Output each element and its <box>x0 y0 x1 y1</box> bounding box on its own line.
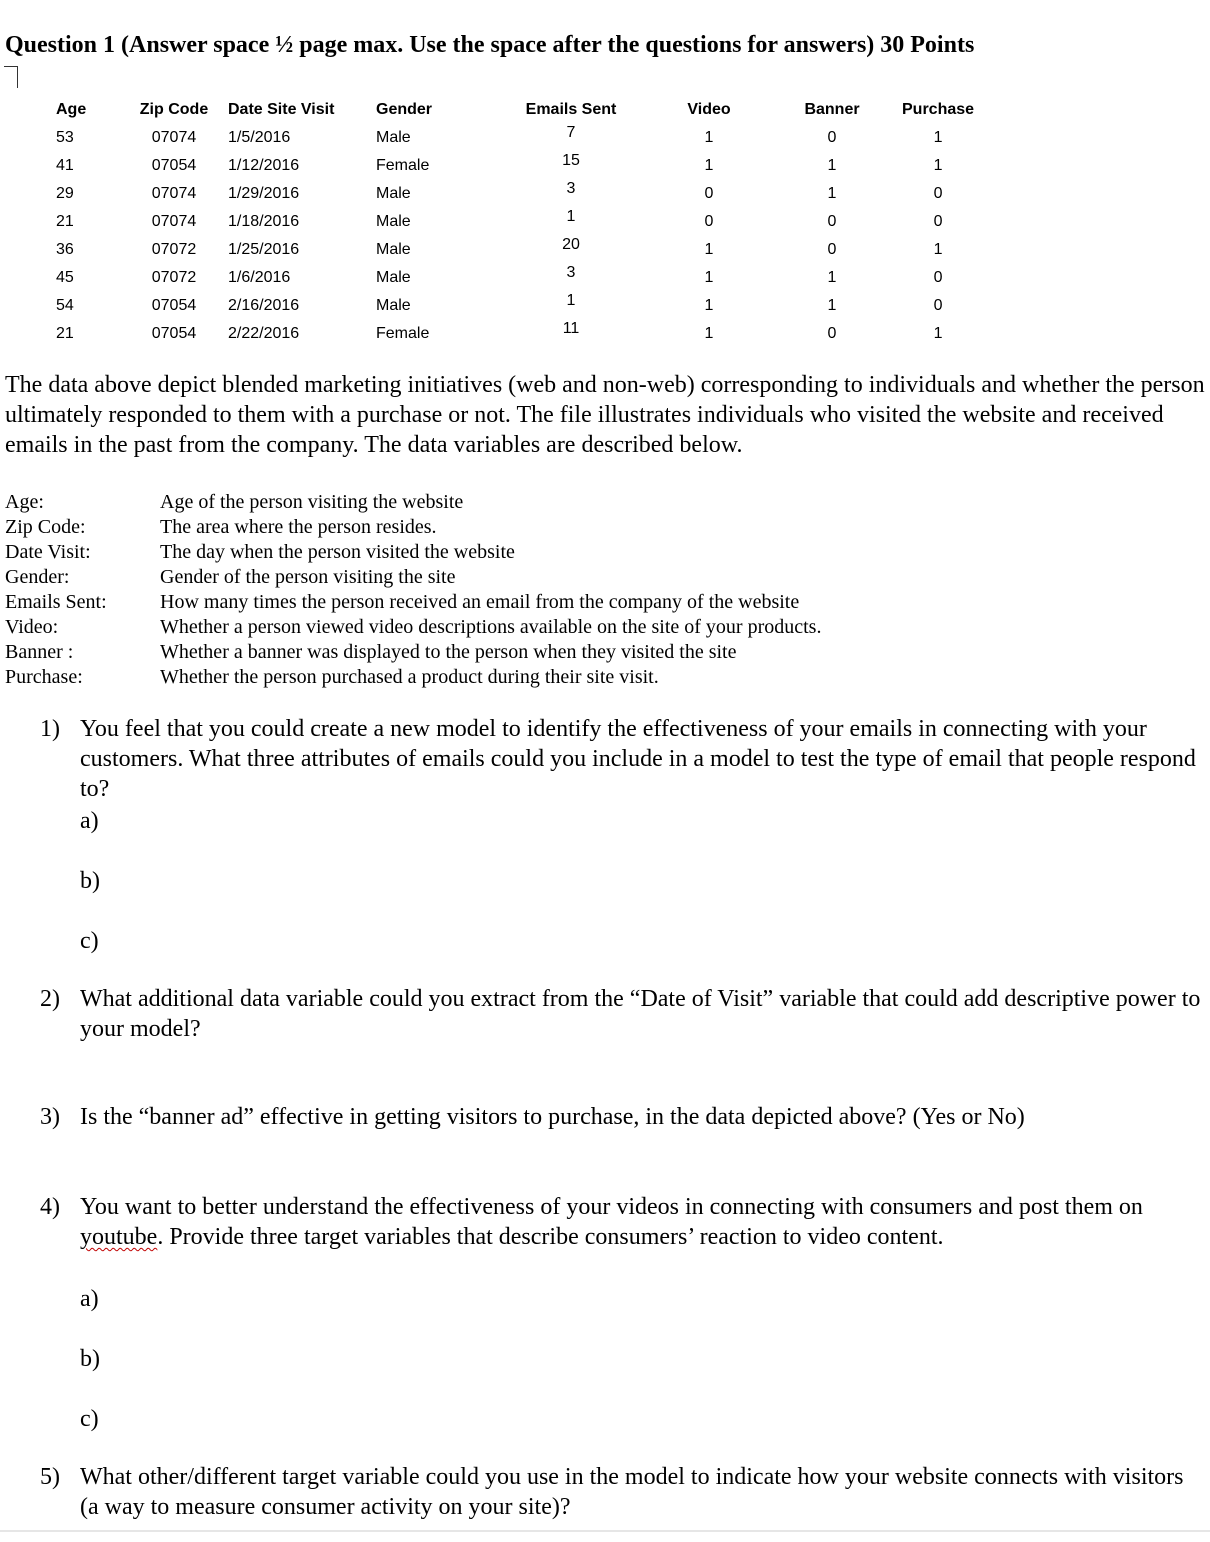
cell-purchase: 1 <box>933 157 943 174</box>
intro-paragraph: The data above depict blended marketing initiatives (web and non-web) corresponding to individuals and whether the person ultimately responded to them with a purchase or not. The file illustrates individuals who visited the website and received emails in the past from the company. The data variables are described below. <box>5 372 1205 458</box>
cell-date-site-visit: 1/5/2016 <box>228 129 291 146</box>
cell-gender: Male <box>376 213 411 230</box>
definition-row <box>5 590 821 615</box>
cell-age: 29 <box>56 185 74 202</box>
cell-gender: Male <box>376 269 411 286</box>
table-row <box>50 180 974 208</box>
cell-video: 0 <box>704 213 714 230</box>
cell-banner: 1 <box>827 157 837 174</box>
question-4-answer-b: b) <box>80 1346 100 1372</box>
cell-zip-code: 07074 <box>151 213 197 230</box>
question-1-text: You feel that you could create a new model to identify the effectiveness of your emails in connecting with your customers. What three attributes of emails could you include in a model to test the type of email that people respond to? <box>80 716 1196 802</box>
question-1-answer-c: c) <box>80 928 99 954</box>
cell-banner: 0 <box>827 213 837 230</box>
question-1 <box>40 714 1205 804</box>
cell-video: 1 <box>704 241 714 258</box>
question-5-number: 5) <box>40 1464 60 1490</box>
cell-date-site-visit: 1/6/2016 <box>228 269 291 286</box>
header-emails-sent: Emails Sent <box>525 101 617 118</box>
table-row <box>50 320 974 348</box>
cell-age: 36 <box>56 241 74 258</box>
question-1-number: 1) <box>40 716 60 742</box>
definition-description: Whether a banner was displayed to the person when they visited the site <box>160 641 737 663</box>
cell-banner: 0 <box>827 129 837 146</box>
cell-age: 53 <box>56 129 74 146</box>
header-purchase: Purchase <box>902 101 975 118</box>
definition-term: Banner : <box>5 641 74 663</box>
cell-age: 21 <box>56 213 74 230</box>
cell-gender: Male <box>376 129 411 146</box>
definition-description: The area where the person resides. <box>160 516 437 538</box>
question-3-text: Is the “banner ad” effective in getting visitors to purchase, in the data depicted above? (Yes or No) <box>80 1104 1025 1130</box>
cell-emails-sent: 1 <box>566 292 576 309</box>
cell-date-site-visit: 2/16/2016 <box>228 297 300 314</box>
cell-zip-code: 07074 <box>151 129 197 146</box>
definition-term: Purchase: <box>5 666 83 688</box>
cell-gender: Male <box>376 185 411 202</box>
question-1-answer-b: b) <box>80 868 100 894</box>
definition-term: Emails Sent: <box>5 591 107 613</box>
definition-row <box>5 540 821 565</box>
question-4-answer-c: c) <box>80 1406 99 1432</box>
cell-video: 1 <box>704 129 714 146</box>
question-5-text: What other/different target variable could you use in the model to indicate how your website connects with visitors (a way to measure consumer activity on your site)? <box>80 1464 1184 1520</box>
header-age: Age <box>56 101 87 118</box>
table-row <box>50 264 974 292</box>
header-date-site-visit: Date Site Visit <box>228 101 335 118</box>
cell-video: 1 <box>704 157 714 174</box>
cell-age: 45 <box>56 269 74 286</box>
cell-date-site-visit: 2/22/2016 <box>228 325 300 342</box>
cell-banner: 0 <box>827 241 837 258</box>
table-row <box>50 208 974 236</box>
definition-description: How many times the person received an email from the company of the website <box>160 591 800 613</box>
definition-row <box>5 490 821 515</box>
definition-row <box>5 515 821 540</box>
cell-purchase: 1 <box>933 129 943 146</box>
cell-purchase: 0 <box>933 213 943 230</box>
definition-description: The day when the person visited the website <box>160 541 515 563</box>
definition-term: Zip Code: <box>5 516 86 538</box>
cell-banner: 1 <box>827 185 837 202</box>
cell-zip-code: 07054 <box>151 297 197 314</box>
cell-video: 0 <box>704 185 714 202</box>
definition-row <box>5 665 821 690</box>
cell-zip-code: 07072 <box>151 269 197 286</box>
table-body <box>50 124 974 348</box>
question-2 <box>40 984 1205 1044</box>
question-heading: Question 1 (Answer space ½ page max. Use the space after the questions for answers) 30 Points <box>5 32 975 58</box>
header-banner: Banner <box>804 101 860 118</box>
cell-banner: 1 <box>827 269 837 286</box>
question-4-number: 4) <box>40 1194 60 1220</box>
cell-emails-sent: 3 <box>566 180 576 197</box>
question-5 <box>40 1462 1205 1522</box>
cell-video: 1 <box>704 297 714 314</box>
cell-emails-sent: 20 <box>562 236 580 253</box>
table-header-row <box>50 96 974 124</box>
header-zip-code: Zip Code <box>139 101 209 118</box>
definition-term: Video: <box>5 616 59 638</box>
table-row <box>50 236 974 264</box>
cell-video: 1 <box>704 325 714 342</box>
question-3 <box>40 1102 1205 1132</box>
header-gender: Gender <box>376 101 433 118</box>
cell-emails-sent: 7 <box>566 124 576 141</box>
definition-description: Whether a person viewed video descriptions available on the site of your products. <box>160 616 822 638</box>
question-1-answer-a: a) <box>80 808 99 834</box>
question-4-text-before: You want to better understand the effectiveness of your videos in connecting with consumers and post them on <box>80 1194 1143 1220</box>
cell-banner: 1 <box>827 297 837 314</box>
cell-gender: Female <box>376 157 430 174</box>
cell-zip-code: 07072 <box>151 241 197 258</box>
table-row <box>50 292 974 320</box>
definition-term: Gender: <box>5 566 70 588</box>
definition-term: Date Visit: <box>5 541 91 563</box>
definition-description: Gender of the person visiting the site <box>160 566 456 588</box>
page-bottom-divider <box>0 1530 1210 1532</box>
question-3-number: 3) <box>40 1104 60 1130</box>
cell-date-site-visit: 1/29/2016 <box>228 185 300 202</box>
cell-gender: Female <box>376 325 430 342</box>
cell-emails-sent: 11 <box>562 320 580 337</box>
cell-purchase: 0 <box>933 269 943 286</box>
cell-video: 1 <box>704 269 714 286</box>
definition-row <box>5 615 821 640</box>
cell-gender: Male <box>376 241 411 258</box>
cell-zip-code: 07074 <box>151 185 197 202</box>
question-4-answer-a: a) <box>80 1286 99 1312</box>
definition-term: Age: <box>5 491 44 513</box>
question-2-text: What additional data variable could you extract from the “Date of Visit” variable that could add descriptive power to your model? <box>80 986 1201 1042</box>
cell-gender: Male <box>376 297 411 314</box>
text-cursor-box <box>4 66 18 88</box>
cell-age: 21 <box>56 325 74 342</box>
table-row <box>50 152 974 180</box>
cell-emails-sent: 3 <box>566 264 576 281</box>
data-table <box>50 96 974 348</box>
variable-definitions <box>5 490 821 690</box>
cell-date-site-visit: 1/18/2016 <box>228 213 300 230</box>
cell-date-site-visit: 1/12/2016 <box>228 157 300 174</box>
definition-row <box>5 640 821 665</box>
question-4-text-after: . Provide three target variables that describe consumers’ reaction to video content. <box>157 1224 944 1250</box>
cell-purchase: 1 <box>933 325 943 342</box>
question-2-number: 2) <box>40 986 60 1012</box>
question-4 <box>40 1192 1205 1252</box>
cell-date-site-visit: 1/25/2016 <box>228 241 300 258</box>
header-video: Video <box>687 101 731 118</box>
definition-description: Age of the person visiting the website <box>160 491 464 513</box>
cell-emails-sent: 1 <box>566 208 576 225</box>
cell-purchase: 0 <box>933 297 943 314</box>
cell-purchase: 1 <box>933 241 943 258</box>
cell-banner: 0 <box>827 325 837 342</box>
definition-description: Whether the person purchased a product during their site visit. <box>160 666 659 688</box>
spellcheck-misspelled-word: youtube <box>80 1224 158 1250</box>
cell-zip-code: 07054 <box>151 325 197 342</box>
cell-purchase: 0 <box>933 185 943 202</box>
cell-age: 54 <box>56 297 74 314</box>
cell-emails-sent: 15 <box>562 152 580 169</box>
cell-zip-code: 07054 <box>151 157 197 174</box>
question-4-text <box>80 1192 1205 1252</box>
definition-row <box>5 565 821 590</box>
cell-age: 41 <box>56 157 74 174</box>
table-row <box>50 124 974 152</box>
